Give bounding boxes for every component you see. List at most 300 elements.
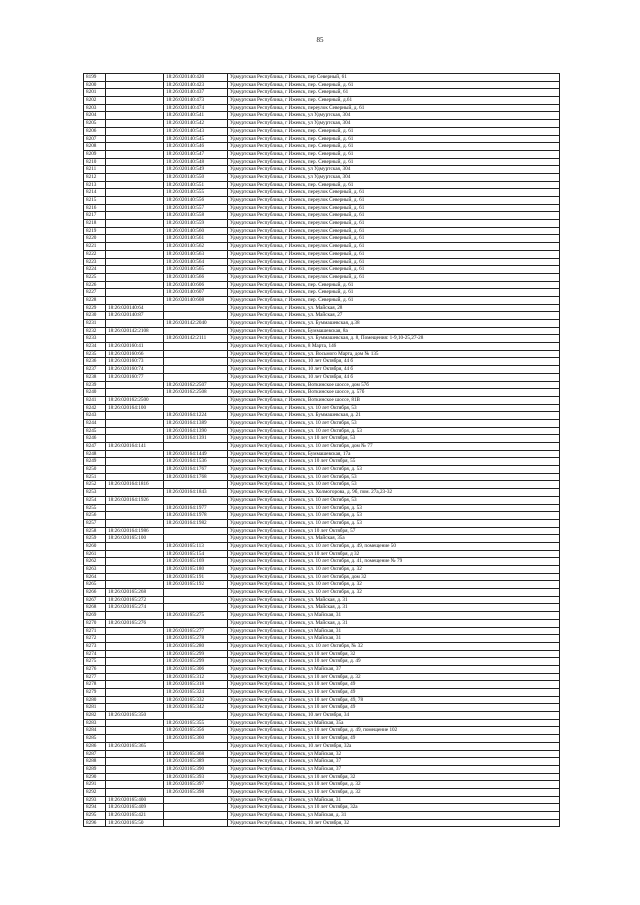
address-cell: Удмуртская Республика, г Ижевск, ул. Майская, д. 31	[228, 604, 560, 612]
row-number-cell: 8249	[84, 458, 106, 466]
address-cell: Удмуртская Республика, г Ижевск, ул. 10 лет Октября, 53	[228, 404, 560, 412]
cadastral-number-cell	[106, 158, 164, 166]
table-row	[84, 327, 560, 335]
room-cadastral-number-cell	[164, 312, 228, 320]
cadastral-number-cell: 18:26:020165:100	[106, 535, 164, 543]
address-cell: Удмуртская Республика, г Ижевск, ул 10 лет Октября, 49	[228, 681, 560, 689]
table-row	[84, 212, 560, 220]
table-row	[84, 619, 560, 627]
room-cadastral-number-cell: 18:26:020165:368	[164, 750, 228, 758]
cadastral-number-cell: 18:26:020164:1926	[106, 496, 164, 504]
table-row	[84, 189, 560, 197]
cadastral-number-cell	[106, 189, 164, 197]
cadastral-number-cell	[106, 273, 164, 281]
table-row	[84, 258, 560, 266]
room-cadastral-number-cell	[164, 619, 228, 627]
table-row	[84, 589, 560, 597]
address-cell: Удмуртская Республика, г Ижевск, ул 10 лет Октября, 49	[228, 689, 560, 697]
row-number-cell: 8238	[84, 373, 106, 381]
address-cell: Удмуртская Республика, г Ижевск, Буммашевская, 8а	[228, 327, 560, 335]
row-number-cell: 8206	[84, 127, 106, 135]
room-cadastral-number-cell: 18:26:020164:1389	[164, 419, 228, 427]
room-cadastral-number-cell	[164, 396, 228, 404]
cadastral-number-cell: 18:26:020165:276	[106, 619, 164, 627]
table-row	[84, 627, 560, 635]
cadastral-number-cell	[106, 550, 164, 558]
address-cell: Удмуртская Республика, г Ижевск, пер. Северный, д. 61	[228, 281, 560, 289]
cadastral-number-cell	[106, 689, 164, 697]
row-number-cell: 8207	[84, 135, 106, 143]
room-cadastral-number-cell: 18:26:020165:398	[164, 788, 228, 796]
table-row	[84, 458, 560, 466]
room-cadastral-number-cell: 18:26:020140:566	[164, 273, 228, 281]
row-number-cell: 8208	[84, 143, 106, 151]
table-row	[84, 74, 560, 82]
room-cadastral-number-cell: 18:26:020140:607	[164, 289, 228, 297]
row-number-cell: 8287	[84, 750, 106, 758]
cadastral-number-cell	[106, 788, 164, 796]
row-number-cell: 8240	[84, 389, 106, 397]
row-number-cell: 8229	[84, 304, 106, 312]
table-row	[84, 773, 560, 781]
room-cadastral-number-cell: 18:26:020165:299	[164, 650, 228, 658]
address-cell: Удмуртская Республика, г Ижевск, переулок Северный, д. 61	[228, 266, 560, 274]
cadastral-number-cell	[106, 166, 164, 174]
cadastral-number-cell: 18:26:020165:274	[106, 604, 164, 612]
room-cadastral-number-cell: 18:26:020140:564	[164, 258, 228, 266]
table-row	[84, 489, 560, 497]
row-number-cell: 8285	[84, 735, 106, 743]
room-cadastral-number-cell: 18:26:020165:154	[164, 550, 228, 558]
row-number-cell: 8250	[84, 466, 106, 474]
cadastral-number-cell	[106, 135, 164, 143]
room-cadastral-number-cell: 18:26:020165:306	[164, 665, 228, 673]
table-row	[84, 366, 560, 374]
table-row	[84, 750, 560, 758]
room-cadastral-number-cell	[164, 596, 228, 604]
row-number-cell: 8260	[84, 542, 106, 550]
row-number-cell: 8213	[84, 181, 106, 189]
table-row	[84, 373, 560, 381]
table-row	[84, 804, 560, 812]
room-cadastral-number-cell: 18:26:020164:1977	[164, 504, 228, 512]
cadastral-number-cell: 18:26:020165:272	[106, 596, 164, 604]
table-row	[84, 304, 560, 312]
room-cadastral-number-cell: 18:26:020165:397	[164, 781, 228, 789]
cadastral-number-cell	[106, 504, 164, 512]
address-cell: Удмуртская Республика, г Ижевск, переулок Северный, д. 61	[228, 212, 560, 220]
table-row	[84, 350, 560, 358]
table-row	[84, 158, 560, 166]
row-number-cell: 8282	[84, 712, 106, 720]
room-cadastral-number-cell: 18:26:020140:473	[164, 97, 228, 105]
room-cadastral-number-cell	[164, 358, 228, 366]
row-number-cell: 8203	[84, 104, 106, 112]
table-row	[84, 412, 560, 420]
table-row	[84, 596, 560, 604]
room-cadastral-number-cell: 18:26:020164:1536	[164, 458, 228, 466]
address-cell: Удмуртская Республика, г Ижевск, ул 10 лет Октября, д. 32	[228, 781, 560, 789]
room-cadastral-number-cell: 18:26:020140:420	[164, 74, 228, 82]
table-row	[84, 243, 560, 251]
room-cadastral-number-cell: 18:26:020164:1982	[164, 519, 228, 527]
table-row	[84, 381, 560, 389]
address-cell: Удмуртская Республика, г Ижевск, ул 10 лет Октября, 53	[228, 435, 560, 443]
address-cell: Удмуртская Республика, г Ижевск, пер. Северный, д. 61	[228, 181, 560, 189]
cadastral-number-cell: 18:26:020165:268	[106, 589, 164, 597]
address-cell: Удмуртская Республика, г Ижевск, ул. Буммашевская, д. 21	[228, 412, 560, 420]
cadastral-number-cell	[106, 719, 164, 727]
cadastral-number-cell	[106, 727, 164, 735]
row-number-cell: 8215	[84, 197, 106, 205]
row-number-cell: 8224	[84, 266, 106, 274]
table-row	[84, 650, 560, 658]
cadastral-number-cell	[106, 74, 164, 82]
table-row	[84, 427, 560, 435]
address-cell: Удмуртская Республика, г Ижевск, переулок Северный, д. 61	[228, 104, 560, 112]
row-number-cell: 8272	[84, 635, 106, 643]
table-row	[84, 81, 560, 89]
row-number-cell: 8279	[84, 689, 106, 697]
row-number-cell: 8241	[84, 396, 106, 404]
cadastral-number-cell	[106, 281, 164, 289]
address-cell: Удмуртская Республика, г Ижевск, пер. Северный, д. 61	[228, 127, 560, 135]
address-cell: Удмуртская Республика, г Ижевск, ул Майская, 31	[228, 612, 560, 620]
address-cell: Удмуртская Республика, г Ижевск, ул. Буммашевская, д.38	[228, 320, 560, 328]
room-cadastral-number-cell: 18:26:020164:1224	[164, 412, 228, 420]
address-cell: Удмуртская Республика, г Ижевск, ул 10 лет Октября, 57	[228, 527, 560, 535]
cadastral-number-cell	[106, 450, 164, 458]
row-number-cell: 8256	[84, 512, 106, 520]
room-cadastral-number-cell: 18:26:020165:299	[164, 658, 228, 666]
cadastral-number-cell	[106, 250, 164, 258]
address-cell: Удмуртская Республика, г Ижевск, ул. 10 лет Октября, дом 32	[228, 573, 560, 581]
row-number-cell: 8273	[84, 642, 106, 650]
table-row	[84, 335, 560, 343]
row-number-cell: 8274	[84, 650, 106, 658]
cadastral-number-cell	[106, 112, 164, 120]
table-row	[84, 473, 560, 481]
row-number-cell: 8266	[84, 589, 106, 597]
cadastral-number-cell	[106, 235, 164, 243]
room-cadastral-number-cell: 18:26:020140:561	[164, 235, 228, 243]
room-cadastral-number-cell: 18:26:020165:393	[164, 773, 228, 781]
room-cadastral-number-cell: 18:26:020164:1768	[164, 473, 228, 481]
cadastral-number-cell	[106, 212, 164, 220]
address-cell: Удмуртская Республика, г Ижевск, ул. 10 лет Октября, д. 53	[228, 512, 560, 520]
address-cell: Удмуртская Республика, г Ижевск, ул 10 лет Октября, 49, 78	[228, 696, 560, 704]
cadastral-number-cell	[106, 765, 164, 773]
room-cadastral-number-cell: 18:26:020164:1767	[164, 466, 228, 474]
address-cell: Удмуртская Республика, г Ижевск, 10 лет Октября, 44 б	[228, 358, 560, 366]
row-number-cell: 8252	[84, 481, 106, 489]
room-cadastral-number-cell: 18:26:020140:548	[164, 158, 228, 166]
room-cadastral-number-cell	[164, 796, 228, 804]
room-cadastral-number-cell: 18:26:020165:332	[164, 696, 228, 704]
row-number-cell: 8232	[84, 327, 106, 335]
address-cell: Удмуртская Республика, г Ижевск, ул 10 лет Октября, 49	[228, 735, 560, 743]
row-number-cell: 8278	[84, 681, 106, 689]
address-cell: Удмуртская Республика, г Ижевск, ул. 10 лет Октября, д. 32	[228, 566, 560, 574]
table-row	[84, 112, 560, 120]
table-row	[84, 358, 560, 366]
address-cell: Удмуртская Республика, г Ижевск, ул 10 лет Октября, д. 49	[228, 658, 560, 666]
address-cell: Удмуртская Республика, г Ижевск, ул. Восьмого Марта, дом № 135	[228, 350, 560, 358]
table-row	[84, 781, 560, 789]
address-cell: Удмуртская Республика, г Ижевск, ул. 10 лет Октября, 53	[228, 481, 560, 489]
cadastral-number-cell	[106, 381, 164, 389]
table-row	[84, 658, 560, 666]
cadastral-number-cell	[106, 466, 164, 474]
table-row	[84, 788, 560, 796]
table-row	[84, 712, 560, 720]
row-number-cell: 8247	[84, 443, 106, 451]
cadastral-number-cell: 18:26:020164:1986	[106, 527, 164, 535]
cadastral-number-cell	[106, 227, 164, 235]
table-row	[84, 504, 560, 512]
row-number-cell: 8262	[84, 558, 106, 566]
cadastral-number-cell	[106, 627, 164, 635]
address-cell: Удмуртская Республика, г Ижевск, ул Майская, 31	[228, 627, 560, 635]
address-cell: Удмуртская Республика, г Ижевск, ул Майская, 32	[228, 750, 560, 758]
row-number-cell: 8209	[84, 150, 106, 158]
room-cadastral-number-cell: 18:26:020165:342	[164, 704, 228, 712]
row-number-cell: 8288	[84, 758, 106, 766]
cadastral-number-cell	[106, 773, 164, 781]
address-cell: Удмуртская Республика, г Ижевск, ул. Буммашевская, д. 8, Помещения: 1-9,10-25,27-28	[228, 335, 560, 343]
row-number-cell: 8214	[84, 189, 106, 197]
cadastral-number-cell	[106, 573, 164, 581]
room-cadastral-number-cell: 18:26:020164:1843	[164, 489, 228, 497]
cadastral-number-cell	[106, 758, 164, 766]
address-cell: Удмуртская Республика, г Ижевск, пер. Северный, д. 61	[228, 289, 560, 297]
room-cadastral-number-cell: 18:26:020140:423	[164, 81, 228, 89]
row-number-cell: 8277	[84, 673, 106, 681]
address-cell: Удмуртская Республика, г Ижевск, ул Майская, д. 31	[228, 812, 560, 820]
table-row	[84, 550, 560, 558]
table-row	[84, 404, 560, 412]
cadastral-number-cell: 18:26:020140:87	[106, 312, 164, 320]
row-number-cell: 8211	[84, 166, 106, 174]
room-cadastral-number-cell: 18:26:020140:550	[164, 173, 228, 181]
cadastral-number-cell: 18:26:020165:409	[106, 804, 164, 812]
row-number-cell: 8271	[84, 627, 106, 635]
cadastral-number-cell	[106, 781, 164, 789]
room-cadastral-number-cell	[164, 604, 228, 612]
table-row	[84, 266, 560, 274]
room-cadastral-number-cell: 18:26:020140:551	[164, 181, 228, 189]
row-number-cell: 8223	[84, 258, 106, 266]
row-number-cell: 8251	[84, 473, 106, 481]
address-cell: Удмуртская Республика, г Ижевск, ул. Майская, д. 31	[228, 619, 560, 627]
cadastral-number-cell	[106, 581, 164, 589]
table-row	[84, 120, 560, 128]
room-cadastral-number-cell: 18:26:020165:275	[164, 612, 228, 620]
row-number-cell: 8276	[84, 665, 106, 673]
row-number-cell: 8199	[84, 74, 106, 82]
row-number-cell: 8217	[84, 212, 106, 220]
table-row	[84, 227, 560, 235]
address-cell: Удмуртская Республика, г Ижевск, ул Майская, 35а	[228, 719, 560, 727]
table-row	[84, 765, 560, 773]
cadastral-number-cell: 18:26:020160:73	[106, 358, 164, 366]
cadastral-number-cell	[106, 127, 164, 135]
cadastral-number-cell	[106, 204, 164, 212]
cadastral-number-cell	[106, 673, 164, 681]
address-cell: Удмуртская Республика, г Ижевск, переулок Северный, д. 61	[228, 273, 560, 281]
address-cell: Удмуртская Республика, г Ижевск, пер. Северный, д. 61	[228, 296, 560, 304]
room-cadastral-number-cell: 18:26:020165:324	[164, 689, 228, 697]
cadastral-number-cell	[106, 266, 164, 274]
table-row	[84, 558, 560, 566]
row-number-cell: 8222	[84, 250, 106, 258]
row-number-cell: 8205	[84, 120, 106, 128]
row-number-cell: 8239	[84, 381, 106, 389]
table-row	[84, 481, 560, 489]
room-cadastral-number-cell	[164, 812, 228, 820]
address-cell: Удмуртская Республика, г Ижевск, ул. 10 лет Октября, 53	[228, 496, 560, 504]
cadastral-number-cell	[106, 220, 164, 228]
row-number-cell: 8202	[84, 97, 106, 105]
row-number-cell: 8220	[84, 235, 106, 243]
row-number-cell: 8230	[84, 312, 106, 320]
row-number-cell: 8268	[84, 604, 106, 612]
row-number-cell: 8234	[84, 343, 106, 351]
cadastral-number-cell	[106, 566, 164, 574]
row-number-cell: 8280	[84, 696, 106, 704]
address-cell: Удмуртская Республика, г Ижевск, переулок Северный, д. 61	[228, 197, 560, 205]
room-cadastral-number-cell: 18:26:020140:557	[164, 204, 228, 212]
address-cell: Удмуртская Республика, г Ижевск, ул 10 лет Октября, 49	[228, 704, 560, 712]
table-row	[84, 273, 560, 281]
cadastral-number-cell	[106, 143, 164, 151]
room-cadastral-number-cell: 18:26:020140:474	[164, 104, 228, 112]
room-cadastral-number-cell	[164, 366, 228, 374]
address-cell: Удмуртская Республика, г Ижевск, ул Майская, 31	[228, 796, 560, 804]
address-cell: Удмуртская Республика, г Ижевск, пер. Северный, д. 61	[228, 135, 560, 143]
room-cadastral-number-cell: 18:26:020162:2507	[164, 381, 228, 389]
address-cell: Удмуртская Республика, г Ижевск, переулок Северный, д. 61	[228, 204, 560, 212]
cadastral-number-cell	[106, 489, 164, 497]
cadastral-number-cell	[106, 289, 164, 297]
row-number-cell: 8296	[84, 819, 106, 827]
row-number-cell: 8265	[84, 581, 106, 589]
row-number-cell: 8221	[84, 243, 106, 251]
table-row	[84, 719, 560, 727]
row-number-cell: 8248	[84, 450, 106, 458]
table-row	[84, 435, 560, 443]
room-cadastral-number-cell	[164, 481, 228, 489]
cadastral-number-cell: 18:26:020165:365	[106, 742, 164, 750]
row-number-cell: 8284	[84, 727, 106, 735]
row-number-cell: 8237	[84, 366, 106, 374]
row-number-cell: 8244	[84, 419, 106, 427]
table-row	[84, 173, 560, 181]
room-cadastral-number-cell: 18:26:020165:278	[164, 635, 228, 643]
room-cadastral-number-cell: 18:26:020165:390	[164, 765, 228, 773]
address-cell: Удмуртская Республика, г Ижевск, ул. 10 лет Октября, д. 32	[228, 589, 560, 597]
cadastral-number-cell	[106, 104, 164, 112]
table-row	[84, 150, 560, 158]
row-number-cell: 8281	[84, 704, 106, 712]
address-cell: Удмуртская Республика, г Ижевск, пер. Северный, д.61	[228, 97, 560, 105]
table-row	[84, 143, 560, 151]
cadastral-number-cell	[106, 665, 164, 673]
address-cell: Удмуртская Республика, г Ижевск, Воткинское шоссе, д. 57б	[228, 389, 560, 397]
row-number-cell: 8226	[84, 281, 106, 289]
room-cadastral-number-cell: 18:26:020140:541	[164, 112, 228, 120]
table-row	[84, 681, 560, 689]
table-row	[84, 89, 560, 97]
row-number-cell: 8290	[84, 773, 106, 781]
table-row	[84, 665, 560, 673]
room-cadastral-number-cell: 18:26:020142:2111	[164, 335, 228, 343]
table-row	[84, 527, 560, 535]
cadastral-number-cell	[106, 642, 164, 650]
table-row	[84, 704, 560, 712]
cadastral-number-cell	[106, 389, 164, 397]
room-cadastral-number-cell: 18:26:020165:180	[164, 566, 228, 574]
address-cell: Удмуртская Республика, г Ижевск, 10 лет Октября, 44 б	[228, 373, 560, 381]
table-row	[84, 742, 560, 750]
address-cell: Удмуртская Республика, г Ижевск, переулок Северный, д. 61	[228, 250, 560, 258]
cadastral-number-cell: 18:26:020160:77	[106, 373, 164, 381]
room-cadastral-number-cell: 18:26:020140:556	[164, 197, 228, 205]
address-cell: Удмуртская Республика, г Ижевск, ул. Майская, 27	[228, 312, 560, 320]
room-cadastral-number-cell: 18:26:020140:565	[164, 266, 228, 274]
cadastral-number-cell	[106, 435, 164, 443]
table-row	[84, 673, 560, 681]
row-number-cell: 8258	[84, 527, 106, 535]
table-row	[84, 512, 560, 520]
cadastral-number-cell	[106, 89, 164, 97]
address-cell: Удмуртская Республика, г Ижевск, ул 10 лет Октября, 32	[228, 650, 560, 658]
table-row	[84, 796, 560, 804]
address-cell: Удмуртская Республика, г Ижевск, 8 Марта, 146	[228, 343, 560, 351]
table-row	[84, 250, 560, 258]
room-cadastral-number-cell: 18:26:020140:549	[164, 166, 228, 174]
room-cadastral-number-cell: 18:26:020142:2040	[164, 320, 228, 328]
row-number-cell: 8225	[84, 273, 106, 281]
room-cadastral-number-cell	[164, 819, 228, 827]
address-cell: Удмуртская Республика, г Ижевск, переулок Северный, д. 61	[228, 258, 560, 266]
room-cadastral-number-cell: 18:26:020140:545	[164, 135, 228, 143]
cadastral-number-cell: 18:26:020160:66	[106, 350, 164, 358]
cadastral-number-cell	[106, 427, 164, 435]
room-cadastral-number-cell	[164, 535, 228, 543]
cadastral-number-cell	[106, 150, 164, 158]
row-number-cell: 8233	[84, 335, 106, 343]
cadastral-number-cell	[106, 519, 164, 527]
address-cell: Удмуртская Республика, г Ижевск, ул. 10 лет Октября, д. 53	[228, 519, 560, 527]
address-cell: Удмуртская Республика, г Ижевск, ул. 10 лет Октября, дом № 77	[228, 443, 560, 451]
table-row	[84, 496, 560, 504]
address-cell: Удмуртская Республика, г Ижевск, 10 лет Октября, 32	[228, 819, 560, 827]
row-number-cell: 8253	[84, 489, 106, 497]
cadastral-number-cell: 18:26:020165:421	[106, 812, 164, 820]
room-cadastral-number-cell: 18:26:020140:542	[164, 120, 228, 128]
row-number-cell: 8231	[84, 320, 106, 328]
table-row	[84, 535, 560, 543]
registry-body	[84, 74, 560, 827]
cadastral-number-cell	[106, 458, 164, 466]
address-cell: Удмуртская Республика, г Ижевск, ул 10 лет Октября, д. 32	[228, 673, 560, 681]
address-cell: Удмуртская Республика, г Ижевск, ул. Майская, 28	[228, 304, 560, 312]
address-cell: Удмуртская Республика, г Ижевск, 10 лет Октября, 34	[228, 712, 560, 720]
address-cell: Удмуртская Республика, г Ижевск, ул. 10 лет Октября, д. 32	[228, 581, 560, 589]
row-number-cell: 8293	[84, 796, 106, 804]
row-number-cell: 8218	[84, 220, 106, 228]
